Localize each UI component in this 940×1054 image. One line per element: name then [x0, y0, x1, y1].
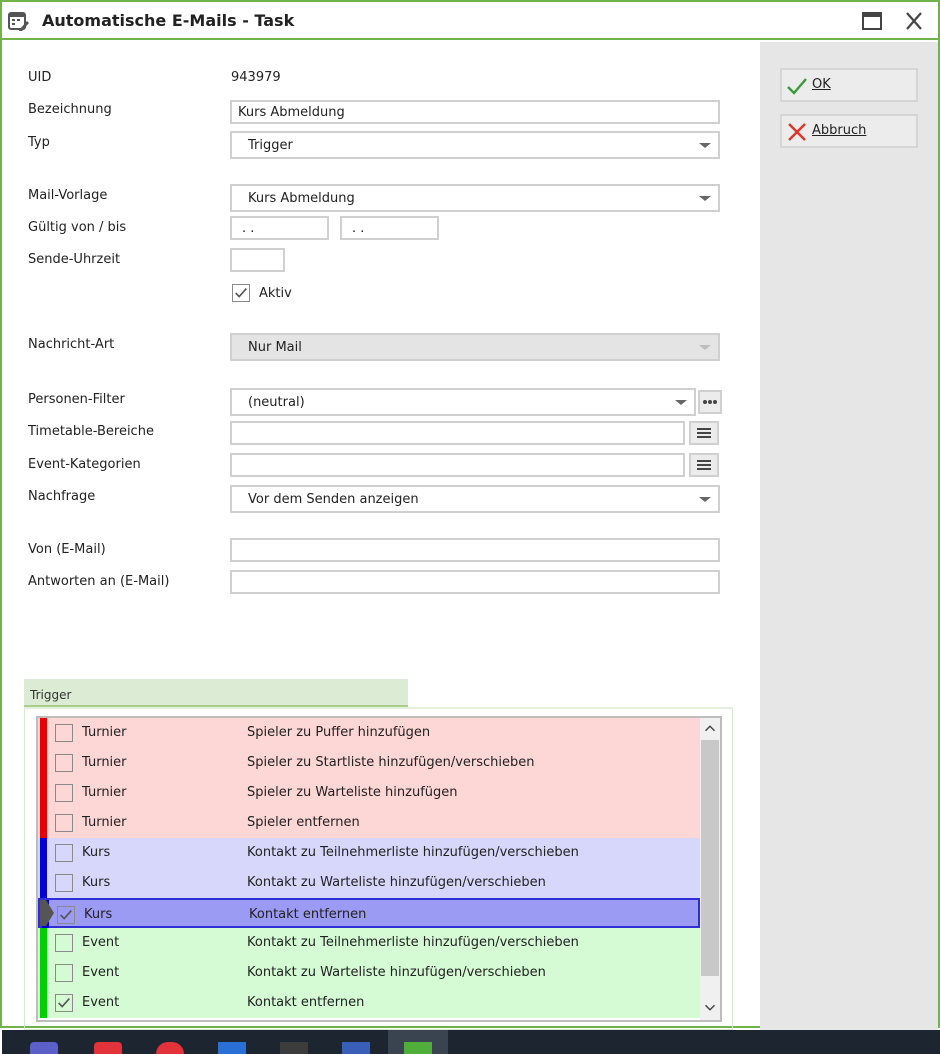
- active-label: Aktiv: [259, 286, 292, 301]
- trigger-action: Spieler zu Startliste hinzufügen/verschieben: [247, 755, 535, 770]
- template-value: Kurs Abmeldung: [248, 191, 355, 206]
- app-icon[interactable]: [404, 1042, 432, 1054]
- trigger-row[interactable]: [38, 838, 700, 868]
- trigger-category: Event: [82, 995, 120, 1010]
- trigger-checkbox[interactable]: [55, 784, 73, 802]
- trigger-row[interactable]: [38, 958, 700, 988]
- uid-label: UID: [28, 70, 52, 85]
- person-filter-value: (neutral): [248, 395, 305, 410]
- chevron-down-icon: [668, 390, 694, 414]
- timetable-label: Timetable-Bereiche: [28, 424, 154, 439]
- type-dropdown[interactable]: [230, 131, 720, 159]
- category-color-bar: [40, 748, 47, 778]
- trigger-category: Turnier: [82, 725, 127, 740]
- checkmark-icon: [786, 75, 808, 97]
- from-email-label: Von (E-Mail): [28, 542, 106, 557]
- event-categories-list-button[interactable]: [689, 453, 719, 477]
- category-color-bar: [40, 778, 47, 808]
- trigger-checkbox[interactable]: [55, 754, 73, 772]
- cancel-label: Abbruch: [812, 123, 867, 138]
- trigger-group-tab: [24, 679, 408, 707]
- person-filter-dropdown[interactable]: [230, 388, 696, 416]
- chevron-down-icon: [692, 335, 718, 359]
- taskbar: [2, 1030, 940, 1054]
- action-panel: [760, 42, 938, 1030]
- trigger-checkbox[interactable]: [55, 874, 73, 892]
- name-field[interactable]: Kurs Abmeldung: [230, 100, 720, 124]
- reply-email-field[interactable]: [230, 570, 720, 594]
- trigger-list: [36, 716, 722, 1022]
- trigger-checkbox[interactable]: [55, 934, 73, 952]
- trigger-action: Spieler zu Warteliste hinzufügen: [247, 785, 458, 800]
- list-icon: [691, 423, 717, 443]
- category-color-bar: [40, 928, 47, 958]
- app-icon[interactable]: [280, 1042, 308, 1054]
- chevron-up-icon[interactable]: [700, 720, 720, 738]
- trigger-checkbox[interactable]: [57, 906, 75, 924]
- send-time-field[interactable]: [230, 248, 285, 272]
- type-value: Trigger: [248, 138, 293, 153]
- trigger-action: Kontakt zu Teilnehmerliste hinzufügen/verschieben: [247, 935, 579, 950]
- ok-label: OK: [812, 77, 831, 92]
- from-email-field[interactable]: [230, 538, 720, 562]
- query-value: Vor dem Senden anzeigen: [248, 492, 419, 507]
- trigger-checkbox[interactable]: [55, 724, 73, 742]
- checkmark-icon: [58, 907, 74, 923]
- calendar-edit-icon: [8, 10, 30, 32]
- event-categories-label: Event-Kategorien: [28, 457, 141, 472]
- title-bar: [2, 2, 938, 40]
- row-pointer-icon: [40, 900, 54, 926]
- window-title: Automatische E-Mails - Task: [42, 11, 295, 30]
- chevron-down-icon: [692, 133, 718, 157]
- trigger-category: Turnier: [82, 815, 127, 830]
- active-app-slot[interactable]: [388, 1030, 448, 1054]
- trigger-category: Turnier: [82, 785, 127, 800]
- trigger-checkbox[interactable]: [55, 994, 73, 1012]
- reply-email-label: Antworten an (E-Mail): [28, 574, 170, 589]
- person-filter-label: Personen-Filter: [28, 392, 125, 407]
- name-label: Bezeichnung: [28, 102, 112, 117]
- app-icon[interactable]: [94, 1042, 122, 1054]
- trigger-row[interactable]: [38, 808, 700, 838]
- trigger-row[interactable]: [38, 748, 700, 778]
- trigger-action: Kontakt zu Warteliste hinzufügen/verschieben: [247, 965, 546, 980]
- trigger-checkbox[interactable]: [55, 844, 73, 862]
- timetable-field[interactable]: [230, 421, 685, 445]
- trigger-row[interactable]: [38, 928, 700, 958]
- trigger-category: Kurs: [84, 907, 113, 922]
- template-dropdown[interactable]: [230, 184, 720, 212]
- trigger-category: Kurs: [82, 845, 111, 860]
- chevron-down-icon[interactable]: [700, 998, 720, 1016]
- list-icon: [691, 455, 717, 475]
- trigger-action: Spieler zu Puffer hinzufügen: [247, 725, 431, 740]
- uid-value: 943979: [231, 70, 281, 85]
- chevron-down-icon: [692, 186, 718, 210]
- trigger-checkbox[interactable]: [55, 814, 73, 832]
- trigger-category: Turnier: [82, 755, 127, 770]
- trigger-checkbox[interactable]: [55, 964, 73, 982]
- cross-icon: [786, 121, 808, 143]
- trigger-category: Kurs: [82, 875, 111, 890]
- app-icon[interactable]: [156, 1042, 184, 1054]
- scrollbar-thumb[interactable]: [701, 740, 719, 976]
- trigger-category: Event: [82, 935, 120, 950]
- timetable-list-button[interactable]: [689, 421, 719, 445]
- valid-from-field[interactable]: . .: [230, 216, 329, 240]
- message-type-value: Nur Mail: [248, 340, 302, 355]
- ok-button[interactable]: [780, 68, 918, 102]
- query-label: Nachfrage: [28, 489, 96, 504]
- trigger-row[interactable]: [38, 868, 700, 898]
- template-label: Mail-Vorlage: [28, 188, 108, 203]
- trigger-action: Kontakt zu Teilnehmerliste hinzufügen/verschieben: [247, 845, 579, 860]
- event-categories-field[interactable]: [230, 453, 685, 477]
- send-time-label: Sende-Uhrzeit: [28, 252, 121, 267]
- category-color-bar: [40, 958, 47, 988]
- app-icon[interactable]: [342, 1042, 370, 1054]
- trigger-row[interactable]: [38, 718, 700, 748]
- scrollbar[interactable]: [700, 718, 720, 1020]
- teams-icon[interactable]: [30, 1042, 58, 1054]
- trigger-action: Kontakt entfernen: [249, 907, 367, 922]
- checkmark-icon: [233, 285, 249, 301]
- category-color-bar: [40, 808, 47, 838]
- ellipsis-icon: [700, 392, 720, 412]
- trigger-group-label: Trigger: [30, 688, 72, 702]
- category-color-bar: [40, 718, 47, 748]
- trigger-action: Spieler entfernen: [247, 815, 360, 830]
- valid-label: Gültig von / bis: [28, 220, 127, 235]
- trigger-row[interactable]: [38, 988, 700, 1018]
- maximize-icon[interactable]: [860, 10, 884, 32]
- active-checkbox[interactable]: [232, 284, 250, 302]
- trigger-action: Kontakt entfernen: [247, 995, 365, 1010]
- more-options-button[interactable]: [698, 390, 722, 414]
- category-color-bar: [40, 838, 47, 868]
- checkmark-icon: [56, 995, 72, 1011]
- category-color-bar: [40, 988, 47, 1018]
- trigger-action: Kontakt zu Warteliste hinzufügen/verschieben: [247, 875, 546, 890]
- app-icon[interactable]: [218, 1042, 246, 1054]
- type-label: Typ: [28, 135, 50, 150]
- message-type-label: Nachricht-Art: [28, 337, 115, 352]
- query-dropdown[interactable]: [230, 485, 720, 513]
- message-type-dropdown: [230, 333, 720, 361]
- valid-to-field[interactable]: . .: [340, 216, 439, 240]
- trigger-row[interactable]: [38, 898, 700, 928]
- trigger-category: Event: [82, 965, 120, 980]
- category-color-bar: [40, 868, 47, 898]
- cancel-button[interactable]: [780, 114, 918, 148]
- chevron-down-icon: [692, 487, 718, 511]
- trigger-row[interactable]: [38, 778, 700, 808]
- close-icon[interactable]: [902, 10, 926, 32]
